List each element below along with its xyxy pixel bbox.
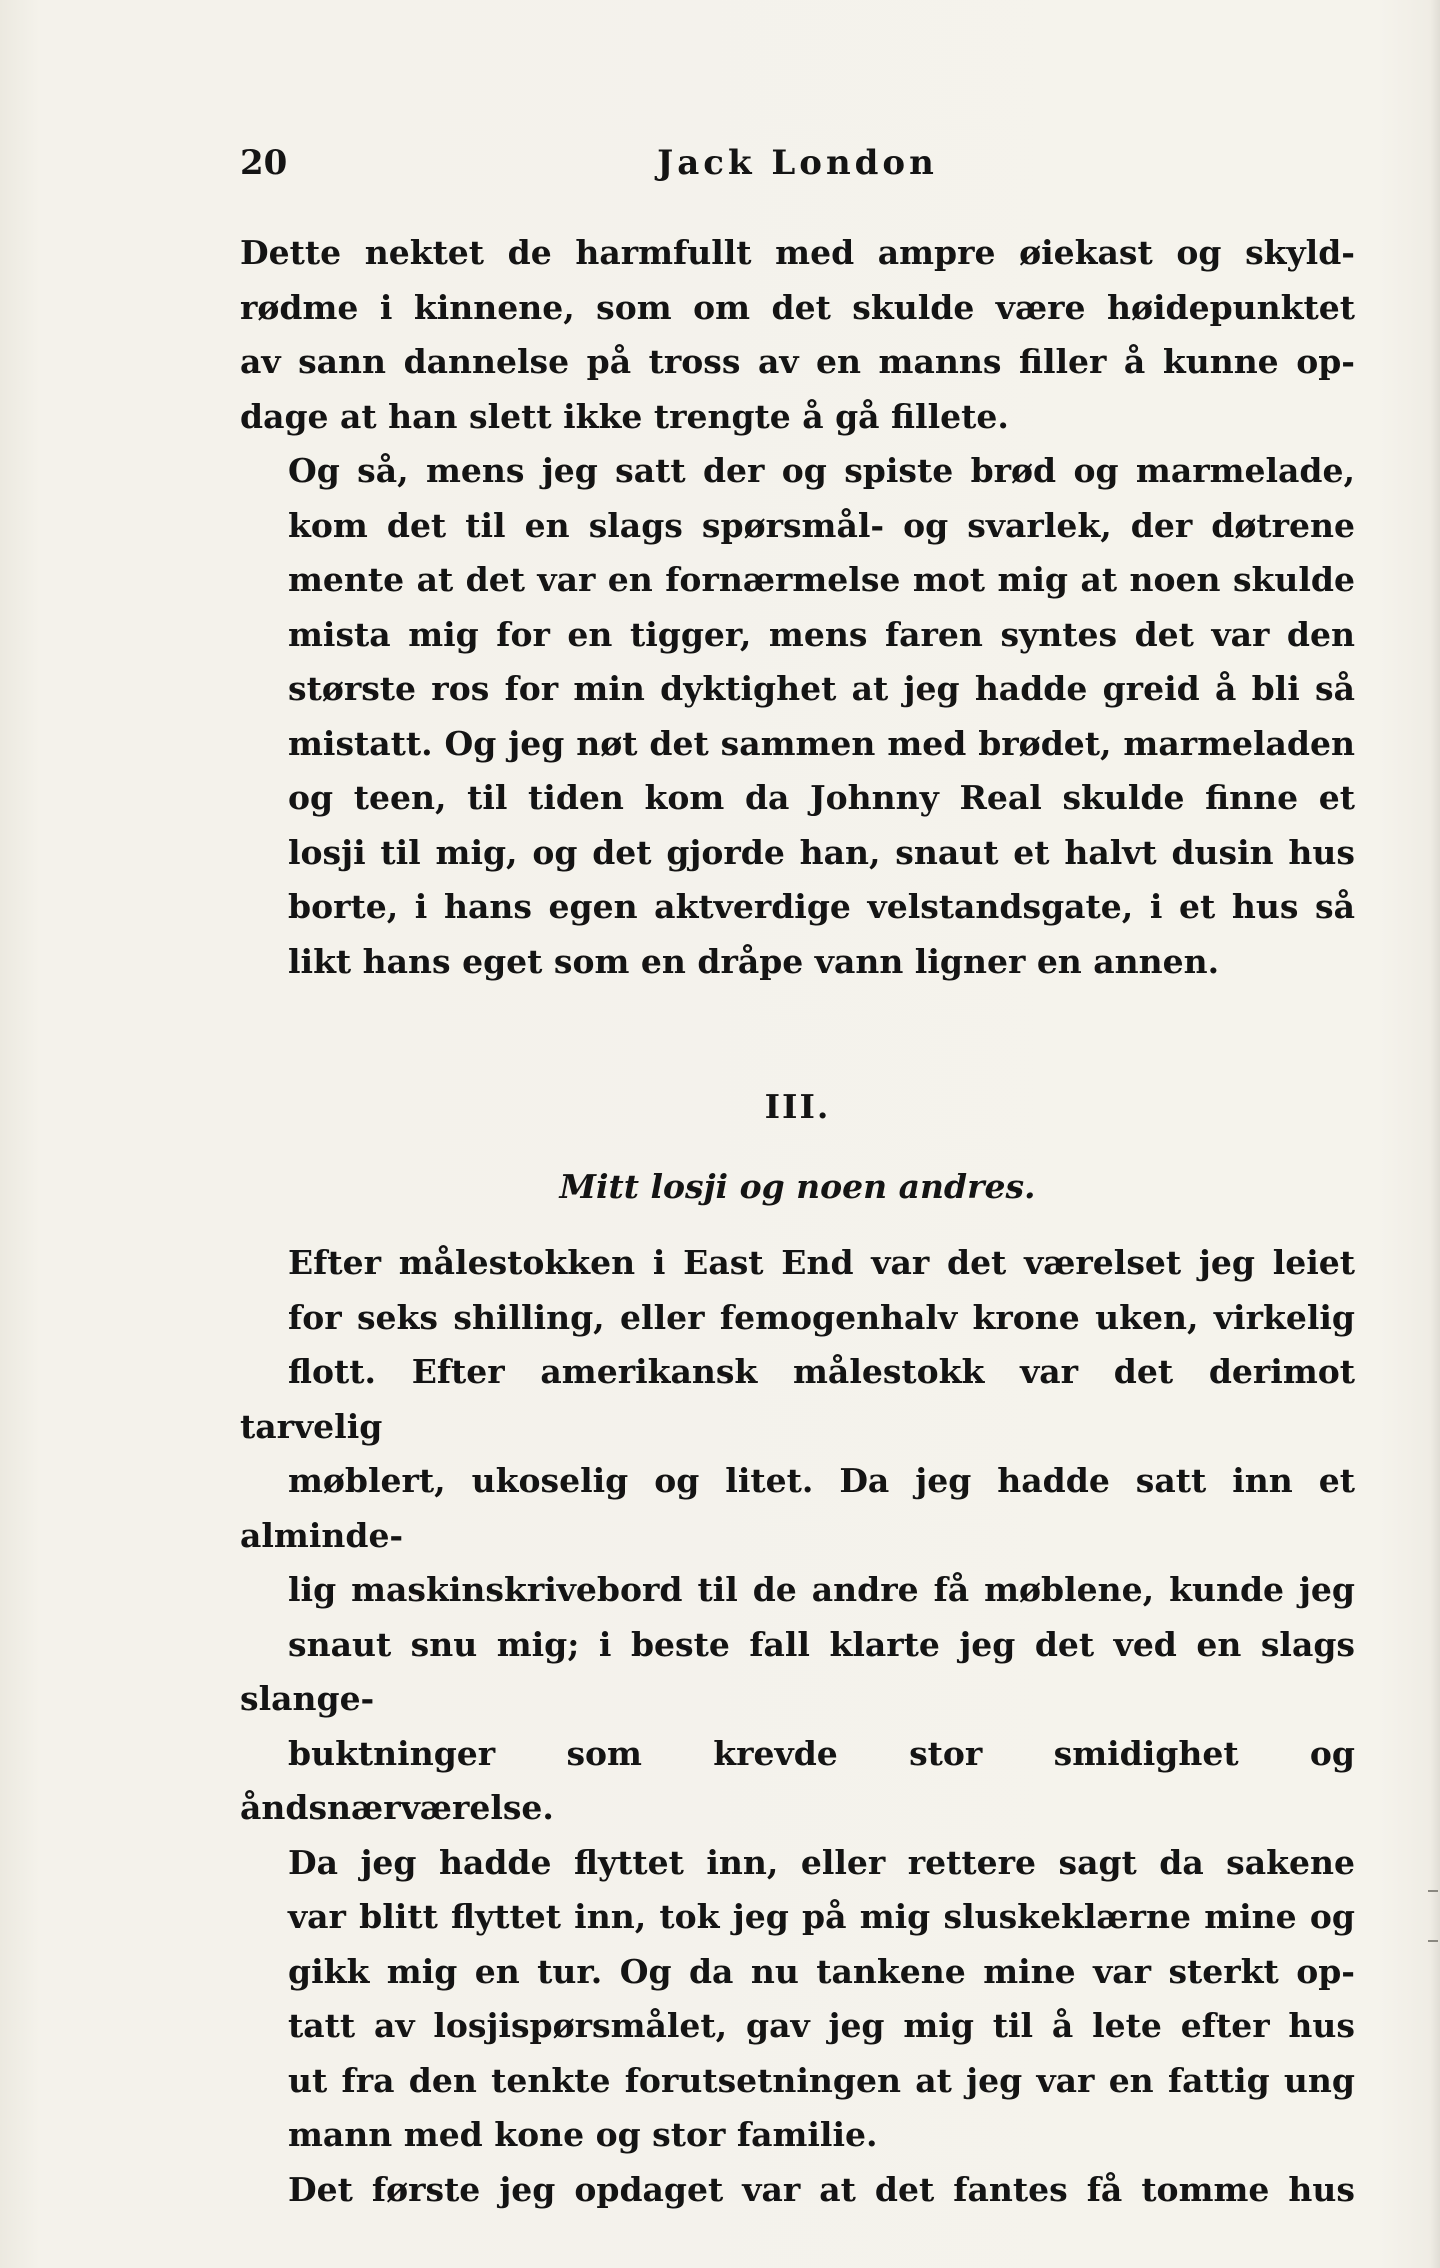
- text-line: losji til mig, og det gjorde han, snaut et halvt dusin hus: [288, 832, 1355, 872]
- text-line: for seks shilling, eller femogenhalv krone uken, virkelig: [288, 1297, 1355, 1337]
- page-edge-shadow: [1430, 0, 1440, 2268]
- text-line: var blitt flyttet inn, tok jeg på mig sluskeklærne mine og: [288, 1897, 1355, 1936]
- paragraph: [240, 2163, 1355, 2218]
- text-line: av sann dannelse på tross av en manns filler å kunne op-: [240, 342, 1355, 381]
- text-line: største ros for min dyktighet at jeg hadde greid å bli så: [288, 669, 1355, 708]
- text-line: rødme i kinnene, som om det skulde være høidepunktet: [240, 287, 1355, 327]
- text-line: Dette nektet de harmfullt med ampre øiekast og skyld-: [240, 233, 1355, 272]
- paragraph: [240, 444, 1355, 989]
- running-title: Jack London: [657, 143, 938, 183]
- text-line: dage at han slett ikke trengte å gå fillete.: [240, 396, 1009, 436]
- text-line: buktninger som krevde stor smidighet og åndsnærværelse.: [240, 1733, 1355, 1827]
- text-line: Og så, mens jeg satt der og spiste brød og marmelade,: [288, 451, 1355, 490]
- text-line: ut fra den tenkte forutsetningen at jeg var en fattig ung: [288, 2060, 1355, 2100]
- chapter-number: III.: [764, 1087, 831, 1126]
- text-line: likt hans eget som en dråpe vann ligner en annen.: [288, 941, 1220, 981]
- text-line: kom det til en slags spørsmål- og svarlek, der døtrene: [288, 505, 1355, 545]
- text-line: møblert, ukoselig og litet. Da jeg hadde satt inn et alminde-: [240, 1461, 1355, 1555]
- scan-edge-mark: [1428, 1890, 1438, 1892]
- text-line: flott. Efter amerikansk målestokk var det derimot tarvelig: [240, 1352, 1355, 1446]
- text-line: Da jeg hadde flyttet inn, eller rettere sagt da sakene: [288, 1842, 1355, 1882]
- text-line: mista mig for en tigger, mens faren syntes det var den: [288, 614, 1355, 654]
- paragraph: [240, 1236, 1355, 1836]
- paragraph: [240, 1836, 1355, 2163]
- text-line: lig maskinskrivebord til de andre få møblene, kunde jeg: [288, 1570, 1355, 1609]
- text-line: tatt av losjispørsmålet, gav jeg mig til å lete efter hus: [288, 2006, 1355, 2045]
- text-line: snaut snu mig; i beste fall klarte jeg det ved en slags slange-: [240, 1624, 1355, 1718]
- text-line: mistatt. Og jeg nøt det sammen med brødet, marmeladen: [288, 723, 1355, 763]
- text-line: mann med kone og stor familie.: [288, 2115, 878, 2154]
- body-text-after-chapter: [240, 1236, 1355, 2217]
- text-line: Efter målestokken i East End var det værelset jeg leiet: [288, 1243, 1355, 1282]
- scan-edge-mark: [1428, 1940, 1438, 1942]
- body-text-before-chapter: [240, 226, 1355, 989]
- text-line: borte, i hans egen aktverdige velstandsgate, i et hus så: [288, 887, 1355, 926]
- text-line: Det første jeg opdaget var at det fantes få tomme hus: [288, 2169, 1355, 2209]
- chapter-title: Mitt losji og noen andres.: [559, 1167, 1036, 1206]
- text-line: gikk mig en tur. Og da nu tankene mine var sterkt op-: [288, 1951, 1355, 1991]
- text-line: mente at det var en fornærmelse mot mig at noen skulde: [288, 560, 1355, 599]
- paragraph: [240, 226, 1355, 444]
- text-line: og teen, til tiden kom da Johnny Real skulde finne et: [288, 778, 1355, 817]
- page-number: 20: [240, 143, 288, 183]
- running-head: [240, 138, 1355, 188]
